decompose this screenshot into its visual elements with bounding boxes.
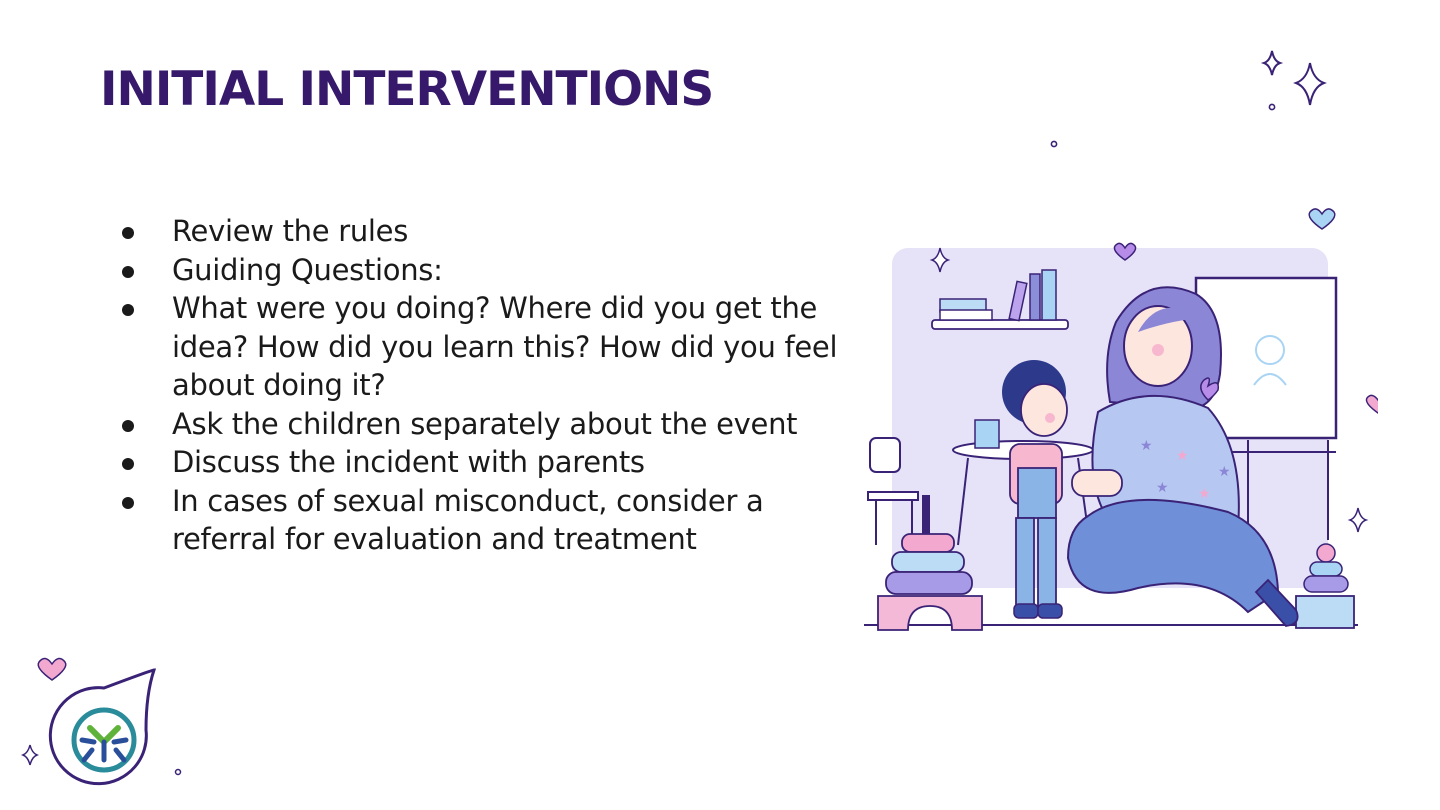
bullet-dot-icon — [122, 458, 134, 470]
bullet-text: Guiding Questions: — [172, 252, 443, 287]
heart-icon — [38, 658, 66, 680]
svg-text:★: ★ — [1176, 448, 1189, 464]
heart-icon — [1309, 209, 1335, 229]
sparkle-icon — [1250, 45, 1350, 165]
svg-text:★: ★ — [1140, 438, 1153, 454]
bullet-dot-icon — [122, 497, 134, 509]
bullet-item — [120, 405, 840, 444]
bullet-text: Review the rules — [172, 214, 409, 248]
svg-text:★: ★ — [1198, 486, 1211, 502]
bullet-item — [120, 289, 840, 405]
bullet-text: Discuss the incident with parents — [172, 445, 645, 479]
dot-decoration — [1048, 138, 1060, 150]
teacher-child-illustration — [858, 200, 1378, 650]
bullet-dot-icon — [122, 304, 134, 316]
bullet-text: Ask the children separately about the event — [172, 406, 798, 441]
svg-text:★: ★ — [1218, 464, 1231, 480]
slide-title: INITIAL INTERVENTIONS — [100, 62, 714, 117]
bullet-item — [120, 482, 840, 559]
svg-text:★: ★ — [1156, 480, 1169, 496]
bullet-dot-icon — [122, 420, 134, 432]
bullet-list — [120, 212, 840, 559]
bullet-item — [120, 251, 840, 290]
bullet-text: What were you doing? Where did you get the idea? How did you learn this? How did you feel about doing it? — [172, 291, 838, 402]
bullet-text: In cases of sexual misconduct, consider a referral for evaluation and treatment — [172, 483, 764, 556]
heart-icon — [1366, 395, 1378, 413]
bullet-dot-icon — [122, 266, 134, 278]
bullet-item — [120, 443, 840, 482]
bullet-dot-icon — [122, 227, 134, 239]
speech-bubble-logo — [18, 650, 198, 800]
bullet-item — [120, 212, 840, 251]
